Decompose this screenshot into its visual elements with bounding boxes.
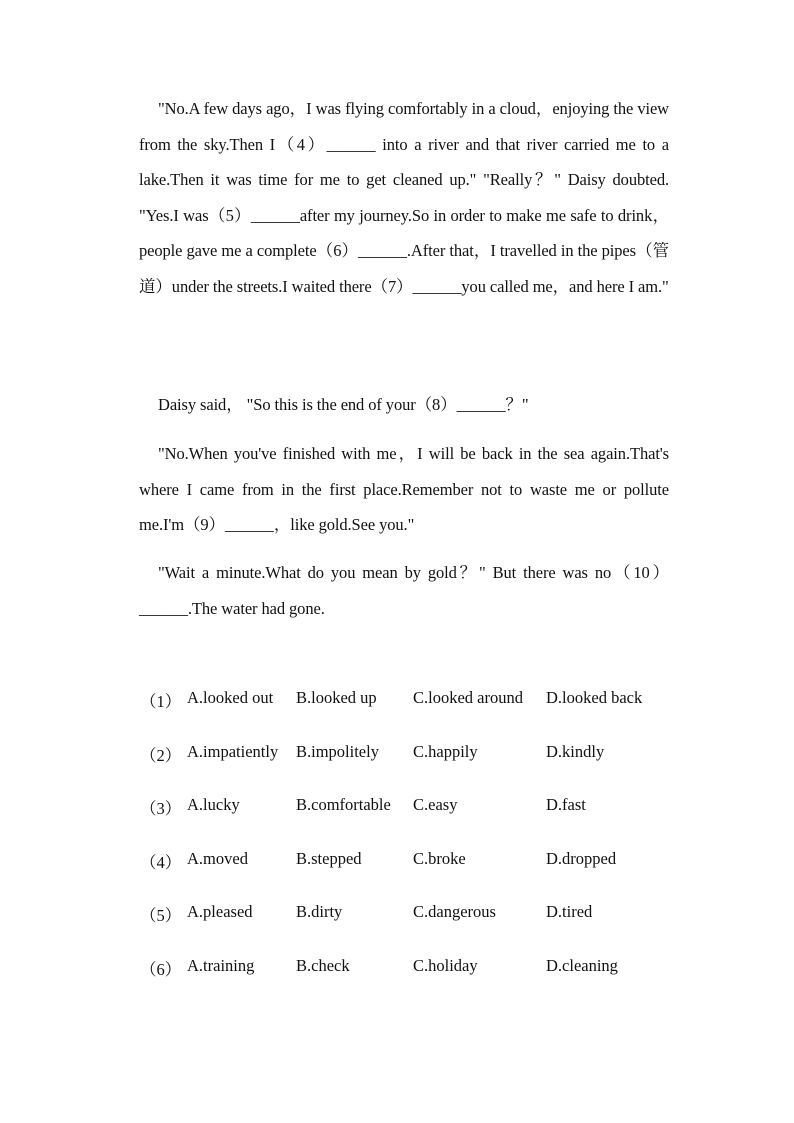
question-number: （2） [140,745,182,765]
option-a: A.pleased [187,902,253,921]
option-c: C.dangerous [413,902,496,921]
option-a: A.lucky [187,795,240,814]
passage-paragraph-3: "No.When you've finished with me，I will be back in the sea again.That's where I came from in the first place.Remember not to waste me or pollute me.I'm（9）______，like gold.See you." [139,444,669,534]
option-b: B.dirty [296,902,343,921]
question-row-5 [140,902,680,956]
answer-options-table [140,688,680,1009]
option-b: B.stepped [296,848,362,868]
question-number: （6） [140,959,182,979]
passage-paragraph-1: "No.A few days ago，I was flying comfortably in a cloud，enjoying the view from the sky.Then I（4）______ into a river and that river carried me to a lake.Then it was time for me to get cleaned up." "Really？" Daisy doubted. "Yes.I was（5）______after my journey.So in order to make me safe to drink，people gave me a complete（6）______.After that，I travelled in the pipes（管道）under the streets.I waited there（7）______you called me，and here I am." [139,99,669,296]
option-d: D.kindly [546,741,605,761]
option-b: B.impolitely [296,741,379,761]
option-c: C.happily [413,741,478,761]
option-a: A.looked out [187,688,274,707]
passage-paragraph-2: Daisy said， "So this is the end of your（8）______？" [158,395,529,414]
question-row-6 [140,956,680,1010]
option-d: D.looked back [546,688,643,707]
question-number: （4） [140,852,182,872]
option-c: C.holiday [413,955,478,975]
option-c: C.looked around [413,688,523,707]
option-a: A.moved [187,848,248,868]
option-d: D.fast [546,795,586,814]
option-d: D.tired [546,902,593,921]
question-row-4 [140,849,680,903]
question-row-3 [140,795,680,849]
question-row-1 [140,688,680,742]
option-d: D.dropped [546,848,617,868]
option-c: C.easy [413,795,458,814]
option-b: B.check [296,955,350,975]
question-number: （1） [140,692,182,711]
option-a: A.impatiently [187,741,279,761]
option-a: A.training [187,955,255,975]
option-c: C.broke [413,848,466,868]
question-number: （5） [140,906,182,925]
question-row-2 [140,742,680,796]
question-number: （3） [140,799,182,818]
passage-paragraph-4: "Wait a minute.What do you mean by gold？" But there was no（10）______.The water had gone. [139,563,669,618]
option-d: D.cleaning [546,955,618,975]
option-b: B.comfortable [296,795,391,814]
option-b: B.looked up [296,688,377,707]
